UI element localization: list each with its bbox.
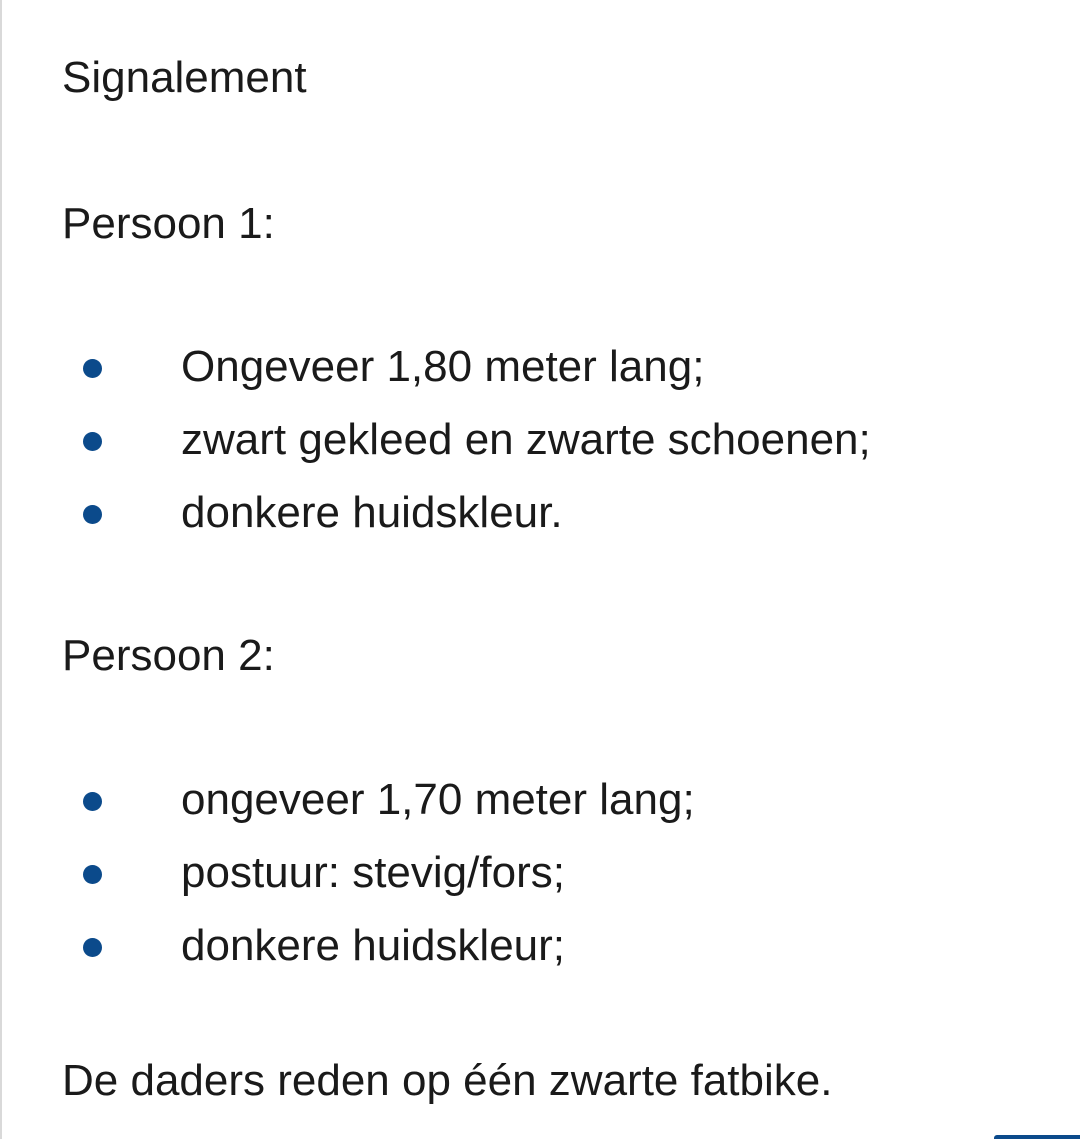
bullet-icon	[83, 865, 102, 884]
list-item-text: donkere huidskleur.	[181, 488, 563, 537]
person-2-label: Persoon 2:	[62, 631, 275, 680]
left-border	[0, 0, 2, 1139]
section-heading: Signalement	[62, 53, 307, 102]
bullet-icon	[83, 432, 102, 451]
list-item-text: ongeveer 1,70 meter lang;	[181, 775, 695, 824]
person-1-label: Persoon 1:	[62, 199, 275, 248]
bullet-icon	[83, 938, 102, 957]
closing-sentence: De daders reden op één zwarte fatbike.	[62, 1056, 833, 1105]
bullet-icon	[83, 505, 102, 524]
list-item-text: donkere huidskleur;	[181, 921, 566, 970]
bullet-icon	[83, 359, 102, 378]
scroll-indicator[interactable]	[994, 1135, 1080, 1139]
list-item-text: Ongeveer 1,80 meter lang;	[181, 342, 705, 391]
list-item-text: zwart gekleed en zwarte schoenen;	[181, 415, 871, 464]
bullet-icon	[83, 792, 102, 811]
list-item-text: postuur: stevig/fors;	[181, 848, 565, 897]
